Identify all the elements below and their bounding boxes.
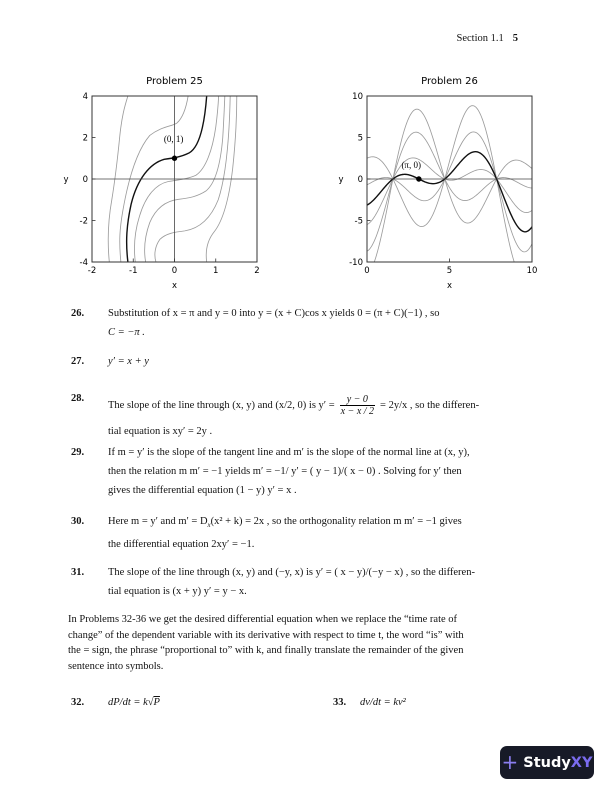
- y-tick-label: 10: [352, 92, 363, 102]
- item-number: 27.: [71, 356, 85, 367]
- x-tick-label: 2: [254, 266, 260, 276]
- y-tick-label: 0: [82, 175, 88, 185]
- page-number: 5: [512, 33, 518, 44]
- initial-condition-point: [416, 176, 421, 181]
- solution-curves: [367, 106, 532, 279]
- solution-text: [108, 389, 549, 422]
- paragraph-line: In Problems 32-36 we get the desired differential equation when we replace the “time rate of: [68, 614, 458, 625]
- plot-title: Problem 26: [421, 76, 478, 87]
- problems-32-36-paragraph: [68, 612, 552, 674]
- brand-xy: XY: [570, 754, 593, 771]
- solution-text: [108, 512, 549, 535]
- x-axis-label: x: [171, 281, 178, 291]
- fraction-denominator: x − x / 2: [340, 406, 375, 417]
- brand-study: Study: [523, 754, 571, 771]
- paragraph-line: the = sign, the phrase “proportional to” with k, and finally translate the remainder of the given: [68, 645, 464, 657]
- x-axis-label: x: [446, 281, 453, 291]
- paragraph-line: change” of the dependent variable with its derivative with respect to time t, the word “is” with: [68, 629, 464, 641]
- y-tick-label: -4: [79, 258, 88, 268]
- radical-sign: √: [147, 697, 154, 708]
- solution-item-26: [71, 304, 549, 342]
- x-tick-label: 0: [364, 266, 370, 276]
- solution-item-31: [71, 563, 549, 601]
- equation-tail: = 2y/x , so the differen-: [380, 400, 480, 411]
- radicand: P: [153, 697, 160, 708]
- section-label: Section 1.1: [456, 33, 504, 44]
- solution-equation: dv/dt = kv²: [360, 697, 406, 708]
- point-annotation: (0, 1): [163, 134, 184, 145]
- equation-lead: dP/dt = k: [108, 697, 148, 708]
- subscript: x: [207, 521, 211, 530]
- solution-curve: [367, 109, 532, 274]
- point-annotation: (π, 0): [401, 159, 421, 170]
- solution-text: Substitution of x = π and y = 0 into y = (x + C)cos x yields 0 = (π + C)(−1) , so: [108, 308, 440, 319]
- item-number: 33.: [333, 697, 347, 708]
- solution-curve: [367, 106, 532, 279]
- equation-lead: Here m = y′ and m′ = D: [108, 516, 208, 527]
- paragraph-line: sentence into symbols.: [68, 660, 164, 672]
- y-tick-label: 2: [82, 133, 88, 144]
- plus-icon: +: [501, 749, 519, 774]
- x-tick-label: 10: [526, 266, 538, 276]
- y-axis-label: y: [338, 175, 344, 185]
- item-number: 28.: [71, 393, 85, 404]
- page-header: [0, 33, 518, 44]
- solution-equation: y′ = x + y: [108, 356, 149, 367]
- x-tick-label: 0: [171, 266, 178, 276]
- solution-text: If m = y′ is the slope of the tangent line and m′ is the slope of the normal line at (x, y),: [108, 447, 470, 458]
- problem-26-figure: [331, 70, 541, 294]
- x-tick-label: 5: [446, 266, 453, 276]
- solution-text: tial equation is xy′ = 2y .: [108, 426, 213, 437]
- initial-condition-point: [172, 156, 177, 161]
- y-tick-label: 4: [82, 92, 88, 102]
- y-tick-label: 5: [357, 133, 363, 144]
- solution-item-33: [333, 693, 549, 712]
- solution-text: the differential equation 2xy′ = −1.: [108, 539, 255, 551]
- problem-25-chart: [56, 86, 266, 292]
- item-number: 32.: [71, 697, 85, 708]
- item-number: 31.: [71, 567, 85, 578]
- solution-text: tial equation is (x + y) y′ = y − x.: [108, 586, 247, 597]
- solution-item-29: [71, 443, 549, 500]
- x-tick-label: -2: [87, 266, 97, 276]
- plot-title: Problem 25: [146, 76, 203, 87]
- x-tick-label: -1: [129, 266, 138, 276]
- solution-text: gives the differential equation (1 − y) y′ = x .: [108, 485, 297, 496]
- y-tick-label: -2: [79, 216, 88, 227]
- problem-26-chart: [331, 86, 541, 292]
- solution-equation: C = −π .: [108, 327, 145, 338]
- solution-item-27: [71, 352, 549, 371]
- item-number: 29.: [71, 447, 85, 458]
- solution-item-30: [71, 512, 549, 554]
- solution-text: then the relation m m′ = −1 yields m′ = −1/ y′ = ( y − 1)/( x − 0) . Solving for y′ then: [108, 466, 462, 477]
- fraction-numerator: y − 0: [340, 394, 375, 407]
- solution-item-28: [71, 389, 549, 441]
- x-tick-label: 1: [213, 266, 219, 276]
- equation-tail: (x² + k) = 2x , so the orthogonality relation m m′ = −1 gives: [210, 516, 462, 527]
- y-axis-label: y: [63, 175, 69, 185]
- y-tick-label: -10: [349, 258, 363, 268]
- fraction: [340, 394, 375, 418]
- y-tick-label: 0: [357, 175, 363, 185]
- problem-25-figure: [56, 70, 266, 294]
- item-number: 26.: [71, 308, 85, 319]
- equation-lead: The slope of the line through (x, y) and (x/2, 0) is y′ =: [108, 400, 335, 411]
- solution-text: The slope of the line through (x, y) and (−y, x) is y′ = ( x − y)/(−y − x) , so the differen-: [108, 567, 475, 578]
- studyxy-logo: [500, 746, 594, 779]
- item-number: 30.: [71, 516, 85, 527]
- y-tick-label: -5: [354, 216, 363, 227]
